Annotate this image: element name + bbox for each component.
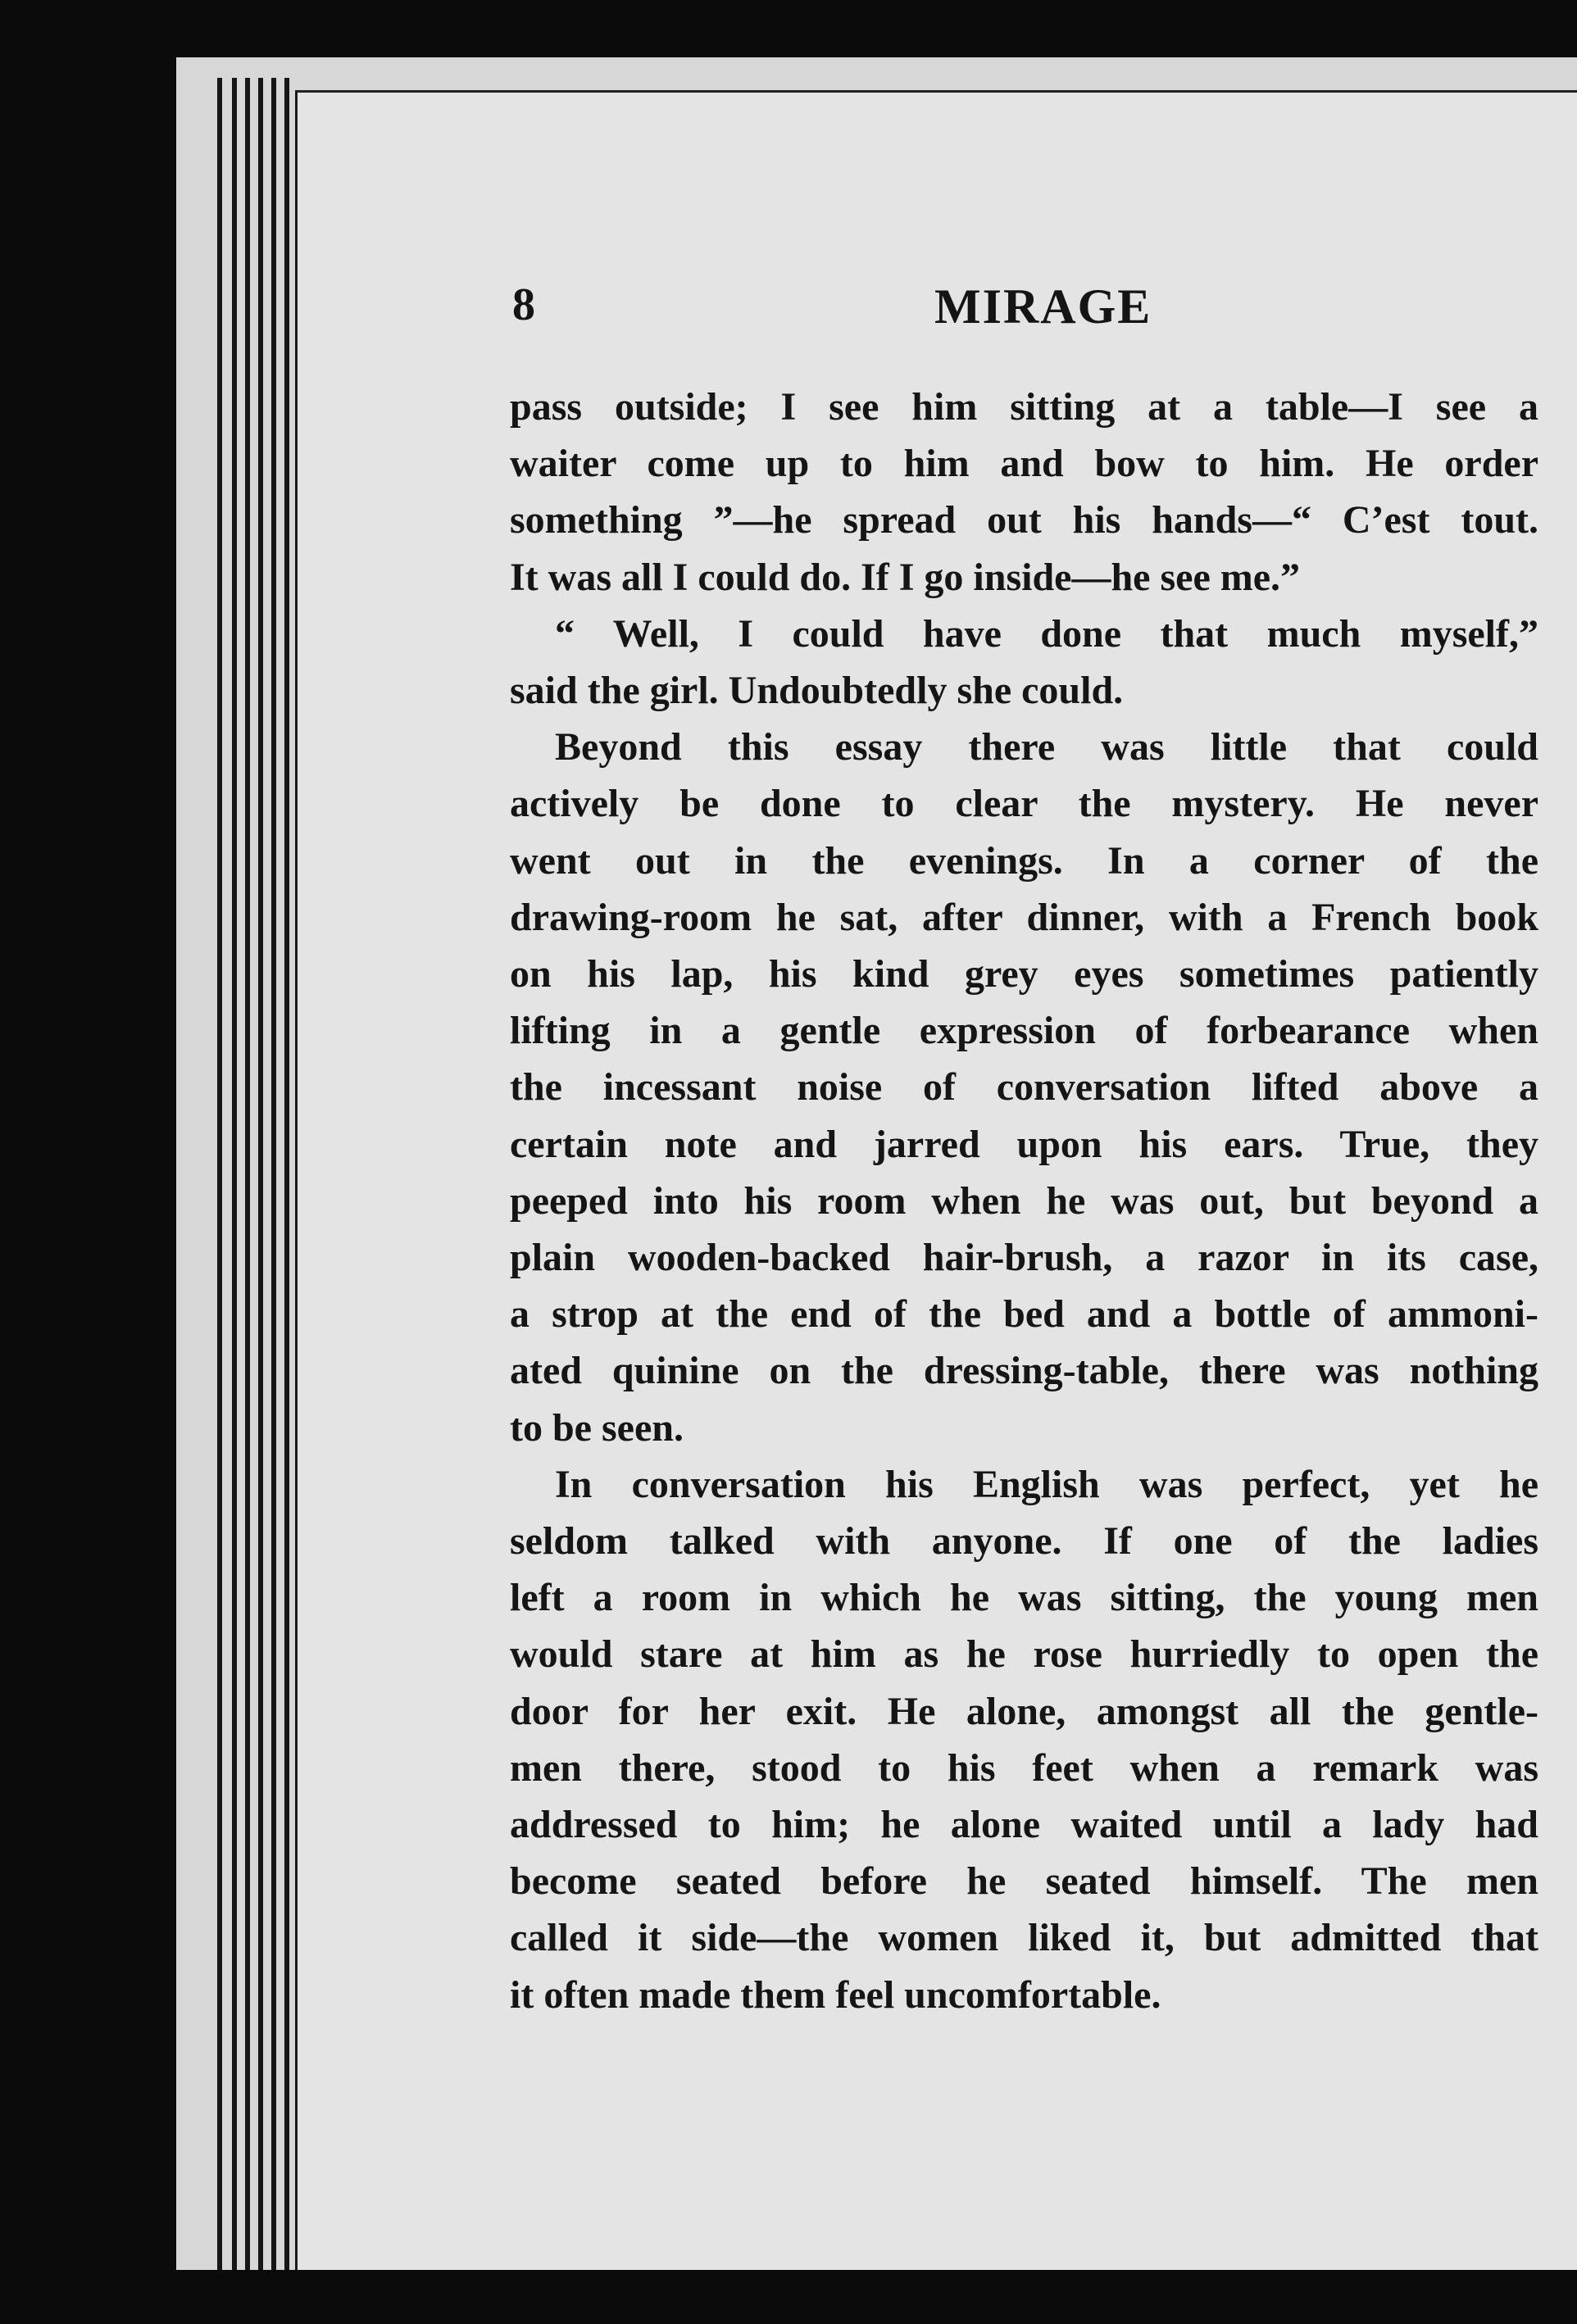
text-line: called it side—the women liked it, but admitted that bbox=[510, 1916, 1538, 1960]
text-line: pass outside; I see him sitting at a table—I see a bbox=[510, 385, 1538, 429]
text-line: to be seen. bbox=[510, 1405, 684, 1450]
text-line: In conversation his English was perfect, yet he bbox=[555, 1462, 1538, 1506]
text-line: actively be done to clear the mystery. He never bbox=[510, 782, 1538, 826]
page-edge-line bbox=[258, 78, 263, 2274]
text-line: said the girl. Undoubtedly she could. bbox=[510, 669, 1124, 713]
text-line: Beyond this essay there was little that could bbox=[555, 725, 1538, 769]
page-edge-line bbox=[284, 78, 289, 2274]
text-line: peeped into his room when he was out, but beyond a bbox=[510, 1178, 1538, 1223]
text-line: door for her exit. He alone, amongst all the gentle- bbox=[510, 1689, 1538, 1733]
text-line: “ Well, I could have done that much myself,” bbox=[555, 611, 1538, 656]
scan-bottom-edge bbox=[176, 2270, 1577, 2324]
text-line: certain note and jarred upon his ears. True, they bbox=[510, 1122, 1538, 1166]
text-line: went out in the evenings. In a corner of the bbox=[510, 838, 1538, 883]
text-line: It was all I could do. If I go inside—he see me.” bbox=[510, 555, 1301, 599]
text-line: drawing-room he sat, after dinner, with a French book bbox=[510, 895, 1538, 939]
running-title: MIRAGE bbox=[934, 279, 1152, 334]
text-line: on his lap, his kind grey eyes sometimes patiently bbox=[510, 952, 1538, 996]
text-line: it often made them feel uncomfortable. bbox=[510, 1972, 1161, 2017]
page-number: 8 bbox=[512, 279, 535, 330]
text-line: seldom talked with anyone. If one of the ladies bbox=[510, 1519, 1538, 1564]
page-edge-line bbox=[232, 78, 237, 2274]
text-line: a strop at the end of the bed and a bottle of ammoni- bbox=[510, 1292, 1538, 1337]
running-head bbox=[512, 279, 1577, 352]
page-edge-line bbox=[245, 78, 250, 2274]
page-edge-line bbox=[217, 78, 222, 2274]
text-line: ated quinine on the dressing-table, there was nothing bbox=[510, 1349, 1538, 1393]
text-line: would stare at him as he rose hurriedly to open the bbox=[510, 1632, 1538, 1677]
text-line: addressed to him; he alone waited until a lady had bbox=[510, 1803, 1538, 1847]
page-edges bbox=[184, 78, 307, 2274]
text-line: waiter come up to him and bow to him. He order bbox=[510, 442, 1538, 486]
text-line: become seated before he seated himself. The men bbox=[510, 1859, 1538, 1904]
text-line: lifting in a gentle expression of forbearance when bbox=[510, 1009, 1538, 1053]
page-edge-line bbox=[271, 78, 276, 2274]
text-line: left a room in which he was sitting, the young men bbox=[510, 1576, 1538, 1620]
text-line: something ”—he spread out his hands—“ C’est tout. bbox=[510, 498, 1538, 542]
text-line: plain wooden-backed hair-brush, a razor in its case, bbox=[510, 1236, 1538, 1280]
text-line: men there, stood to his feet when a remark was bbox=[510, 1745, 1538, 1790]
text-line: the incessant noise of conversation lifted above a bbox=[510, 1065, 1538, 1110]
body-text bbox=[510, 379, 1538, 2023]
